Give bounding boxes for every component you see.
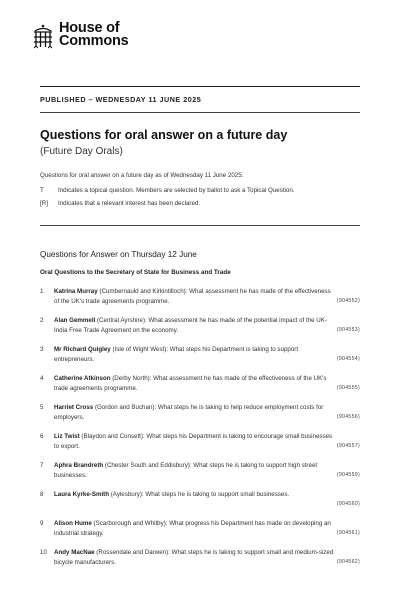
member-name: Harriet Cross (54, 404, 94, 411)
question-number: 8 (40, 491, 44, 498)
question-item (40, 316, 360, 345)
question-reference: (904556) (336, 413, 360, 420)
question-number: 3 (40, 346, 44, 353)
question-text: What steps his Department is taking to support entrepreneurs. (54, 346, 299, 363)
brand-line-2: Commons (59, 33, 129, 49)
member-name: Alan Gemmell (54, 317, 96, 324)
question-reference: (904561) (336, 529, 360, 536)
brand-text (59, 22, 129, 48)
question-text: What steps he is taking to support high street businesses. (54, 462, 318, 479)
question-number: 2 (40, 317, 44, 324)
question-text: What steps he is taking to help reduce employment costs for employers. (54, 404, 324, 421)
question-body (54, 490, 336, 500)
house-of-commons-logo (32, 22, 129, 49)
question-reference: (904559) (336, 471, 360, 478)
member-name: Katrina Murray (54, 288, 98, 295)
question-body (54, 345, 336, 364)
question-number: 1 (40, 288, 44, 295)
question-text: What steps he is taking to support small businesses. (143, 491, 290, 498)
member-constituency: (Scarborough and Whitby): (91, 520, 168, 527)
question-list (40, 287, 360, 577)
member-constituency: (Rossendale and Darwen): (94, 549, 170, 556)
question-text: What assessment he has made of the effectiveness of the UK's trade agreements programme. (54, 288, 331, 305)
intro-text: Questions for oral answer on a future day as of Wednesday 11 June 2025. (40, 172, 244, 179)
legend-interest (40, 200, 200, 207)
question-reference: (904554) (336, 355, 360, 362)
member-name: Alison Hume (54, 520, 92, 527)
member-constituency: (Gordon and Buchan): (93, 404, 157, 411)
member-constituency: (Chester South and Eddisbury): (103, 462, 192, 469)
question-item (40, 403, 360, 432)
question-number: 6 (40, 433, 44, 440)
page-title: Questions for oral answer on a future day (40, 128, 288, 142)
question-number: 10 (40, 549, 47, 556)
question-reference: (904552) (336, 297, 360, 304)
question-text: What assessment he has made of the effectiveness of the UK's trade agreements programme. (54, 375, 327, 392)
published-date: PUBLISHED – WEDNESDAY 11 JUNE 2025 (40, 95, 202, 104)
member-name: Liz Twist (54, 433, 80, 440)
section-heading: Questions for Answer on Thursday 12 June (40, 250, 197, 259)
member-constituency: (Aylesbury): (109, 491, 144, 498)
question-item (40, 345, 360, 374)
member-name: Mr Richard Quigley (54, 346, 111, 353)
member-constituency: (Derby North): (110, 375, 152, 382)
question-text: What steps he is taking to support small and medium-sized bicycle manufacturers. (54, 549, 334, 566)
question-item (40, 432, 360, 461)
question-body (54, 287, 336, 306)
question-body (54, 519, 336, 538)
member-name: Aphra Brandreth (54, 462, 104, 469)
question-item (40, 461, 360, 490)
question-reference: (904560) (336, 500, 360, 507)
legend-topical (40, 187, 295, 194)
header-divider (40, 112, 360, 113)
question-reference: (904555) (336, 384, 360, 391)
legend-mark: T (40, 187, 44, 194)
question-body (54, 548, 336, 567)
member-constituency: (Cumbernauld and Kirkintilloch): (97, 288, 188, 295)
member-constituency: (Central Ayrshire): (95, 317, 147, 324)
question-item (40, 374, 360, 403)
question-item (40, 490, 360, 519)
question-number: 7 (40, 462, 44, 469)
question-body (54, 432, 336, 451)
question-text: What assessment he has made of the potential impact of the UK-India Free Trade Agreement on the economy. (54, 317, 327, 334)
page-subtitle: (Future Day Orals) (40, 146, 123, 157)
member-name: Andy MacNae (54, 549, 95, 556)
question-item (40, 548, 360, 577)
portcullis-icon (32, 23, 54, 49)
question-text: What steps his Department is taking to encourage small businesses to export. (54, 433, 333, 450)
legend-mark: [R] (40, 200, 48, 207)
question-item (40, 519, 360, 548)
member-constituency: (Blaydon and Consett): (79, 433, 145, 440)
department-heading: Oral Questions to the Secretary of State for Business and Trade (40, 269, 231, 276)
brand-line-1: House of (59, 20, 120, 36)
question-body (54, 461, 336, 480)
member-constituency: (Isle of Wight West): (110, 346, 169, 353)
section-divider (40, 225, 360, 226)
question-text: What progress his Department has made on developing an industrial strategy. (54, 520, 331, 537)
top-divider (40, 86, 360, 87)
question-reference: (904562) (336, 558, 360, 565)
question-number: 9 (40, 520, 44, 527)
question-item (40, 287, 360, 316)
question-body (54, 403, 336, 422)
question-reference: (904557) (336, 442, 360, 449)
legend-text: Indicates a topical question. Members are selected by ballot to ask a Topical Question. (58, 187, 295, 194)
legend-text: Indicates that a relevant interest has been declared. (58, 200, 201, 207)
question-reference: (904553) (336, 326, 360, 333)
question-body (54, 374, 336, 393)
member-name: Laura Kyrke-Smith (54, 491, 110, 498)
question-number: 5 (40, 404, 44, 411)
member-name: Catherine Atkinson (54, 375, 111, 382)
question-body (54, 316, 336, 335)
question-number: 4 (40, 375, 44, 382)
